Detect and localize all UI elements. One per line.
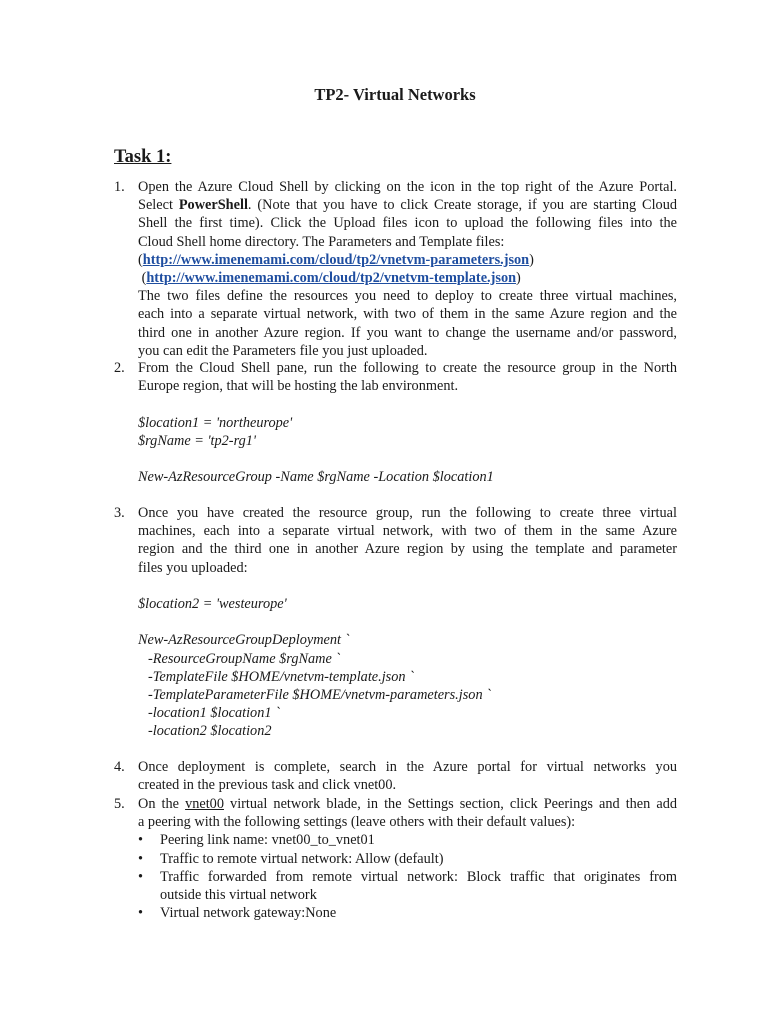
link-line: (http://www.imenemami.com/cloud/tp2/vnetvm-parameters.json) — [138, 251, 534, 268]
step-2 — [114, 359, 677, 486]
code-line: -ResourceGroupName $rgName ` — [148, 650, 341, 667]
link-line: (http://www.imenemami.com/cloud/tp2/vnetvm-template.json) — [138, 270, 521, 287]
list-item: • Peering link name: vnet00_to_vnet01 — [138, 832, 375, 849]
code-line: -TemplateParameterFile $HOME/vnetvm-parameters.json ` — [148, 687, 491, 703]
bullet-icon: • — [138, 850, 144, 867]
step-number: 4. — [114, 759, 125, 775]
step-text: Open the Azure Cloud Shell by clicking on the icon in the top right of the Azure Portal. — [138, 179, 677, 195]
vnet00-link[interactable]: vnet00 — [185, 796, 224, 812]
step-number: 3. — [114, 505, 125, 521]
step-1 — [114, 178, 677, 360]
step-text: each into a separate virtual network, with two of them in the same Azure region and the — [138, 306, 677, 323]
template-file-link[interactable]: http://www.imenemami.com/cloud/tp2/vnetvm-template.json — [146, 270, 517, 287]
list-item: • Traffic to remote virtual network: Allow (default) — [138, 850, 444, 867]
step-text: files you uploaded: — [138, 559, 248, 576]
step-4 — [114, 758, 677, 794]
code-line: $location2 = 'westeurope' — [138, 596, 287, 612]
list-item: • Virtual network gateway:None — [138, 905, 337, 922]
step-5 — [114, 795, 677, 922]
step-number: 1. — [114, 179, 125, 195]
step-text: you can edit the Parameters file you just uploaded. — [138, 342, 428, 359]
step-text: machines, each into a separate virtual network, with two of them in the same Azure — [138, 523, 677, 540]
settings-list — [138, 831, 677, 922]
page-title: TP2- Virtual Networks — [314, 85, 476, 104]
step-text: region and the third one in another Azure region by using the template and parameter — [138, 541, 677, 558]
powershell-label: PowerShell — [178, 197, 248, 214]
step-3 — [114, 504, 677, 741]
list-item: • Traffic forwarded from remote virtual network: Block traffic that originates from outside this virtual network — [138, 868, 677, 904]
code-line: $rgName = 'tp2-rg1' — [138, 432, 256, 449]
step-text: The two files define the resources you need to deploy to create three virtual machines, — [138, 288, 677, 305]
code-line: -location2 $location2 — [148, 723, 272, 740]
step-text: From the Cloud Shell pane, run the following to create the resource group in the North — [138, 360, 677, 376]
step-text: Select PowerShell. (Note that you have to click Create storage, if you are starting Cloud — [138, 197, 677, 214]
bullet-icon: • — [138, 905, 144, 922]
code-line: New-AzResourceGroup -Name $rgName -Location $location1 — [138, 469, 494, 486]
step-text: Europe region, that will be hosting the lab environment. — [138, 378, 459, 395]
step-number: 2. — [114, 360, 125, 376]
step-text: a peering with the following settings (leave others with their default values): — [138, 814, 576, 831]
step-text: Once deployment is complete, search in the Azure portal for virtual networks you — [138, 759, 677, 775]
task-heading: Task 1: — [114, 147, 172, 167]
bullet-icon: • — [138, 832, 144, 849]
step-text: Once you have created the resource group, run the following to create three virtual — [138, 505, 677, 521]
step-text: On the vnet00 virtual network blade, in the Settings section, click Peerings and then add — [138, 796, 678, 812]
step-text: created in the previous task and click vnet00. — [138, 777, 397, 794]
code-line: -TemplateFile $HOME/vnetvm-template.json ` — [148, 668, 414, 685]
code-line: $location1 = 'northeurope' — [138, 414, 293, 431]
step-text: Shell the first time). Click the Upload files icon to upload the following files into the — [138, 215, 677, 232]
bullet-icon: • — [138, 868, 144, 885]
parameters-file-link[interactable]: http://www.imenemami.com/cloud/tp2/vnetvm-parameters.json — [142, 251, 530, 268]
code-line: New-AzResourceGroupDeployment ` — [138, 632, 350, 649]
step-text: third one in another Azure region. If you want to change the username and/or password, — [138, 324, 677, 341]
code-line: -location1 $location1 ` — [148, 705, 280, 722]
step-text: Cloud Shell home directory. The Parameters and Template files: — [138, 233, 505, 250]
step-number: 5. — [114, 796, 125, 812]
